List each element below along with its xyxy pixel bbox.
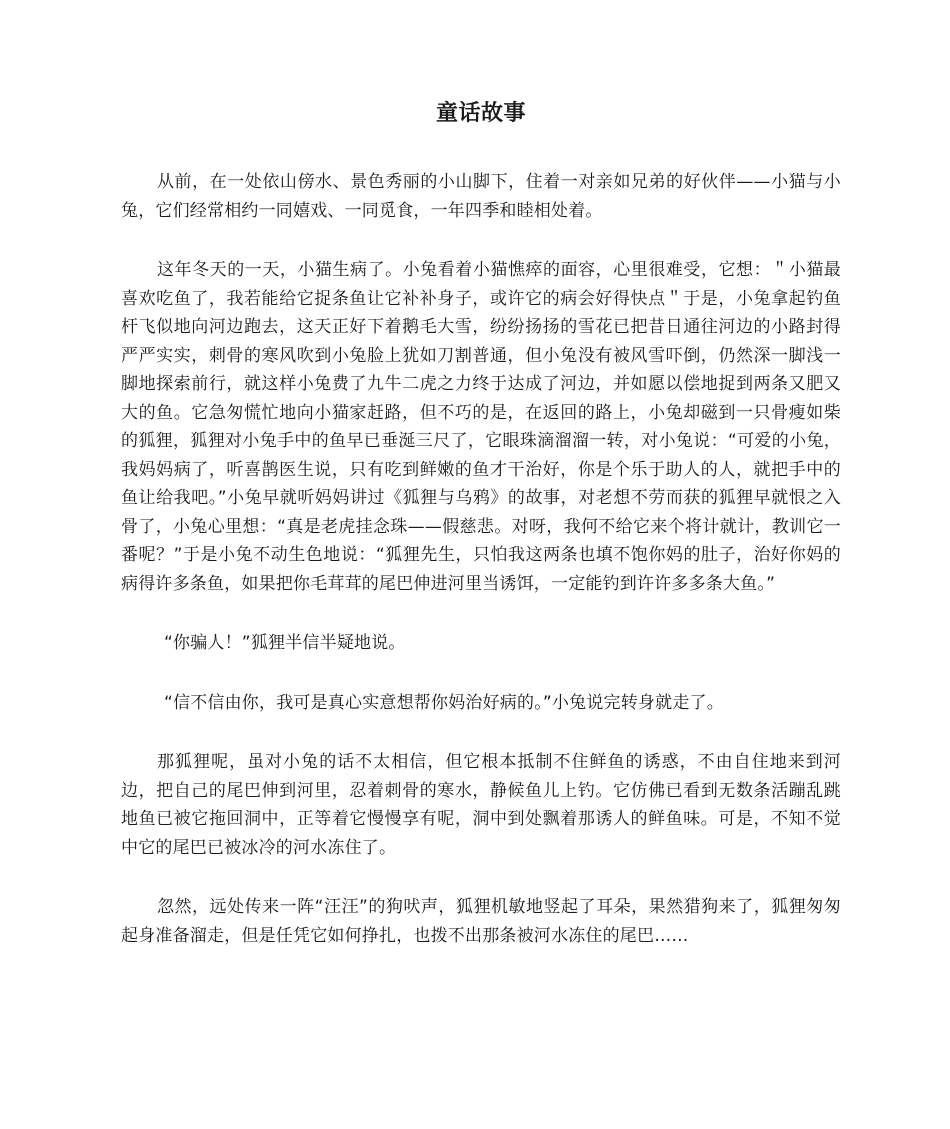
paragraph-6: 忽然，远处传来一阵“汪汪”的狗吠声，狐狸机敏地竖起了耳朵，果然猎狗来了，狐狸匆匆起身准备溜走，但是任凭它如何挣扎，也拨不出那条被河水冻住的尾巴…… [121, 897, 841, 946]
paragraph-4: “信不信由你，我可是真心实意想帮你妈治好病的。”小兔说完转身就走了。 [164, 692, 724, 713]
paragraph-5: 那狐狸呢，虽对小兔的话不太相信，但它根本抵制不住鲜鱼的诱惑，不由自住地来到河边，把自己的尾巴伸到河里，忍着刺骨的寒水，静候鱼儿上钓。它仿佛已看到无数条活蹦乱跳地鱼已被它拖回洞中，正等着它慢慢享有呢，洞中到处飘着那诱人的鲜鱼味。可是，不知不觉中它的尾巴已被冰冷的河水冻住了。 [121, 752, 841, 858]
paragraph-2: 这年冬天的一天，小猫生病了。小兔看着小猫憔瘁的面容，心里很难受，它想：＂小猫最喜欢吃鱼了，我若能给它捉条鱼让它补补身子，或许它的病会好得快点＂于是，小兔拿起钓鱼杆飞似地向河边跑去，这天正好下着鹅毛大雪，纷纷扬扬的雪花已把昔日通往河边的小路封得严严实实，刺骨的寒风吹到小兔脸上犹如刀割普通，但小兔没有被风雪吓倒，仍然深一脚浅一脚地探索前行，就这样小兔费了九牛二虎之力终于达成了河边，并如愿以偿地捉到两条又肥又大的鱼。它急匆慌忙地向小猫家赶路，但不巧的是，在返回的路上，小兔却磁到一只骨瘦如柴的狐狸，狐狸对小兔手中的鱼早已垂涎三尺了，它眼珠滴溜溜一转，对小兔说：“可爱的小兔，我妈妈病了，听喜鹊医生说，只有吃到鲜嫩的鱼才干治好，你是个乐于助人的人，就把手中的鱼让给我吧。”小兔早就听妈妈讲过《狐狸与乌鸦》的故事，对老想不劳而获的狐狸早就恨之入骨了，小兔心里想：“真是老虎挂念珠——假慈悲。对呀，我何不给它来个将计就计，教训它一番呢？”于是小兔不动生色地说：“狐狸先生，只怕我这两条也填不饱你妈的肚子，治好你妈的病得许多条鱼，如果把你毛茸茸的尾巴伸进河里当诱饵，一定能钓到许许多多条大鱼。” [121, 260, 841, 594]
paragraph-3: “你骗人！”狐狸半信半疑地说。 [164, 633, 406, 653]
paragraph-1: 从前，在一处依山傍水、景色秀丽的小山脚下，住着一对亲如兄弟的好伙伴——小猫与小兔，它们经常相约一同嬉戏、一同觅食，一年四季和睦相处着。 [121, 172, 841, 221]
document-title: 童话故事 [435, 101, 526, 126]
document-page [121, 96, 841, 981]
